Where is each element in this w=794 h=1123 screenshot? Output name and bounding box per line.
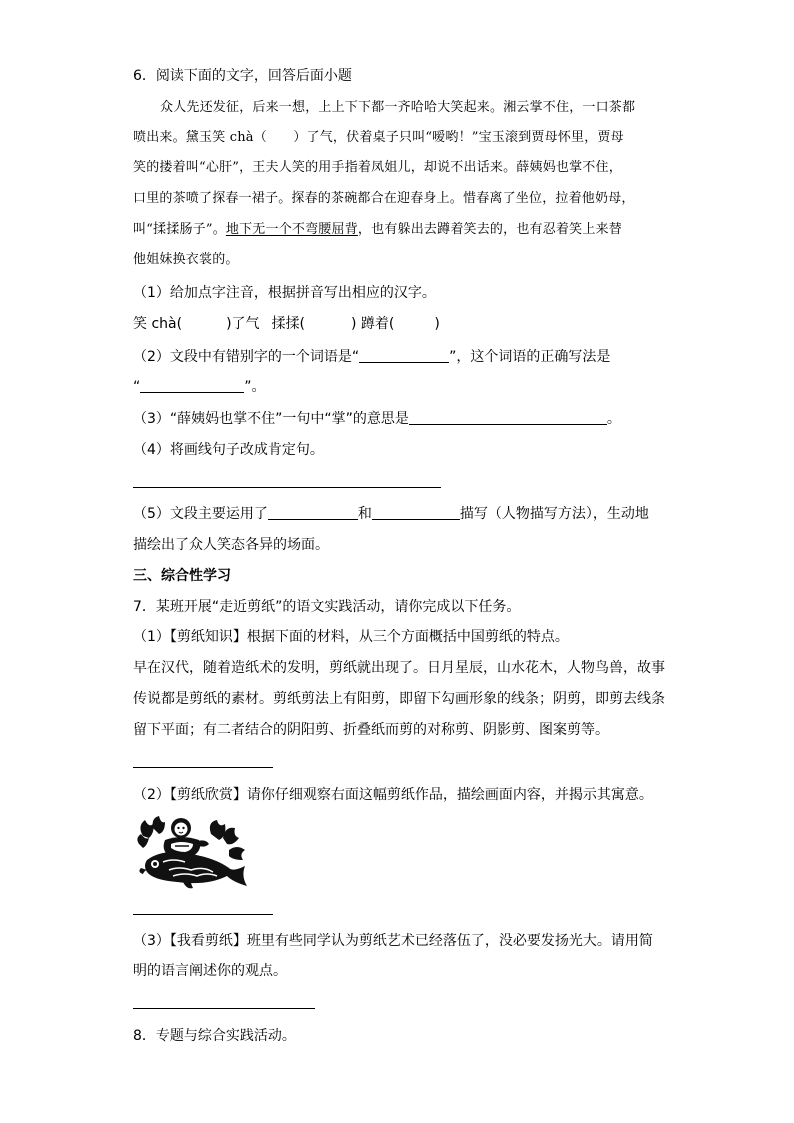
pinyin-item-3: 揉揉( (271, 316, 305, 332)
passage-line-3: 笑的搂着叫“心肝”，王夫人笑的用手指着凤姐儿，却说不出话来。薛姨妈也掌不住， (133, 160, 622, 175)
q7-part-3-line-2: 明的语言阐述你的观点。 (133, 963, 287, 979)
answer-blank-method-1[interactable] (268, 505, 358, 520)
pinyin-answer-row (133, 314, 440, 334)
material-line-1: 早在汉代，随着造纸术的发明，剪纸就出现了。日月星辰，山水花木，人物鸟兽，故事 (133, 660, 665, 676)
passage-line-4: 口里的茶喷了探春一裙子。探春的茶碗都合在迎春身上。惜春离了坐位，拉着他奶母， (133, 191, 635, 206)
paper-cut-image (133, 814, 253, 890)
underlined-sentence: 地下无一个不弯腰屈背 (225, 222, 358, 237)
answer-blank-correct-word[interactable] (140, 378, 244, 393)
pinyin-item-5: ) (434, 316, 440, 332)
passage-line-6: 他姐妹换衣裳的。 (133, 252, 239, 267)
sub-question-4: （4）将画线句子改成肯定句。 (133, 442, 324, 458)
sub-question-1: （1）给加点字注音，根据拼音写出相应的汉字。 (133, 285, 436, 301)
material-line-3: 留下平面；有二者结合的阴阳剪、折叠纸而剪的对称剪、阴影剪、图案剪等。 (133, 722, 609, 738)
q6-title: 6．阅读下面的文字，回答后面小题 (133, 68, 352, 84)
q7-part-3-line-1: （3）【我看剪纸】班里有些同学认为剪纸艺术已经落伍了，没必要发扬光大。请用简 (133, 933, 653, 949)
material-line-2: 传说都是剪纸的素材。剪纸剪法上有阳剪，即留下勾画形象的线条；阴剪，即剪去线条 (133, 691, 665, 707)
answer-line-q4[interactable] (133, 487, 441, 488)
passage-line-2: 喷出来。黛玉笑 chà（ ）了气，伏着桌子只叫“嗳哟！”宝玉滚到贾母怀里，贾母 (133, 130, 624, 145)
sub-question-5-cont: 描绘出了众人笑态各异的场面。 (133, 537, 329, 553)
answer-blank-wrong-word[interactable] (359, 348, 449, 363)
passage-line-5-start: 叫“揉揉肠子”。 (133, 222, 226, 237)
sub-question-2: （2）文段中有错别字的一个词语是“ ”，这个词语的正确写法是 (133, 349, 611, 365)
passage-line-5-end: ，也有躲出去蹲着笑去的，也有忍着笑上来替 (357, 222, 622, 237)
answer-blank-meaning[interactable] (409, 410, 607, 425)
passage-line-5 (133, 220, 622, 240)
sub-question-3: （3）“薛姨妈也掌不住”一句中“掌”的意思是 。 (133, 411, 621, 427)
sub-question-2-cont: “ ”。 (133, 379, 266, 395)
pinyin-item-1: 笑 chà( (133, 316, 183, 332)
q8-title: 8．专题与综合实践活动。 (133, 1028, 296, 1044)
q7-part-2: （2）【剪纸欣赏】请你仔细观察右面这幅剪纸作品，描绘画面内容，并揭示其寓意。 (133, 787, 653, 803)
passage-line-1: 众人先还发征，后来一想，上上下下都一齐哈哈大笑起来。湘云掌不住，一口茶都 (160, 100, 636, 115)
answer-line-q7-1[interactable] (133, 767, 273, 768)
answer-line-q7-2[interactable] (133, 914, 273, 915)
answer-line-q7-3[interactable] (133, 1008, 315, 1009)
sub-question-5: （5）文段主要运用了 和 描写（人物描写方法），生动地 (133, 506, 649, 522)
section-heading: 三、综合性学习 (133, 568, 231, 584)
q7-part-1: （1）【剪纸知识】根据下面的材料，从三个方面概括中国剪纸的特点。 (133, 629, 569, 645)
q7-title: 7．某班开展“走近剪纸”的语文实践活动，请你完成以下任务。 (133, 599, 521, 615)
pinyin-item-2: )了气 (226, 316, 260, 332)
answer-blank-method-2[interactable] (372, 505, 460, 520)
pinyin-item-4: ) 蹲着( (351, 316, 395, 332)
